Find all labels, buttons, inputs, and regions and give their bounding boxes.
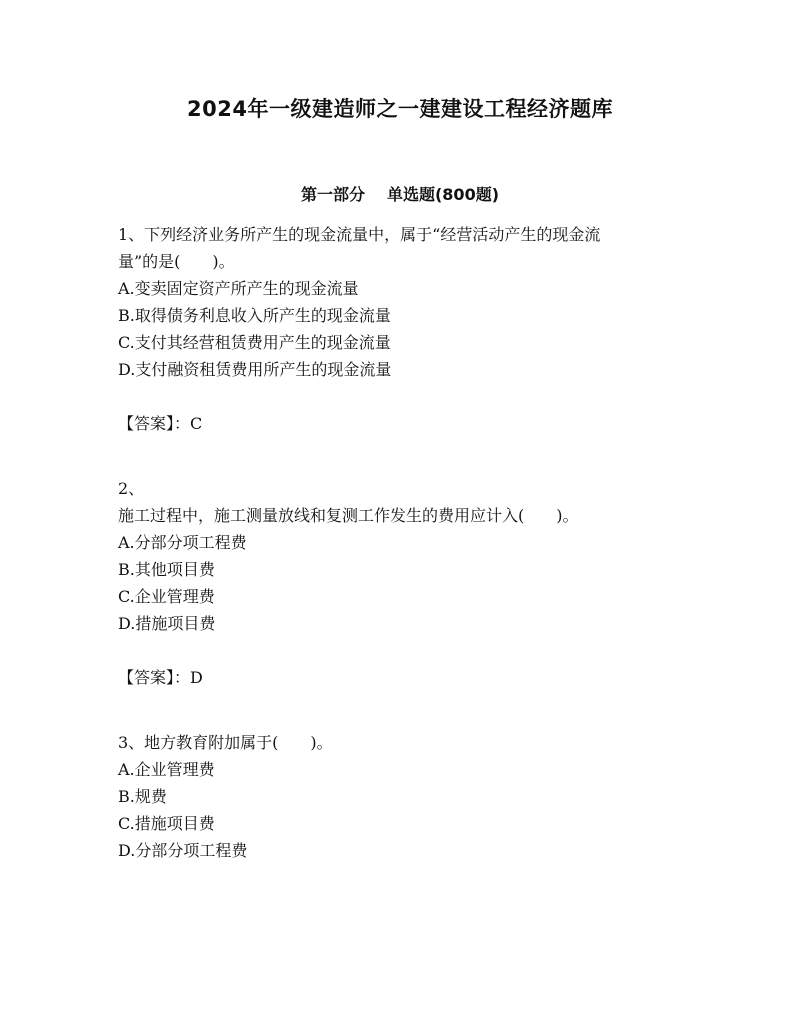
stem-line: 施工过程中，施工测量放线和复测工作发生的费用应计入( )。 — [118, 506, 579, 525]
document-title: 2024年一级建造师之一建建设工程经济题库 — [187, 97, 613, 121]
option-c: C.措施项目费 — [118, 814, 215, 833]
option-a: A.分部分项工程费 — [118, 533, 247, 552]
question-stem — [118, 729, 688, 756]
option-d: D.支付融资租赁费用所产生的现金流量 — [118, 360, 392, 379]
answer-line: 【答案】：D — [118, 668, 203, 687]
question-2 — [118, 475, 688, 691]
stem-line: 2、 — [118, 479, 145, 498]
option-c: C.企业管理费 — [118, 587, 215, 606]
option-b: B.规费 — [118, 787, 167, 806]
section-heading — [0, 183, 800, 207]
stem-line: 量”的是( )。 — [118, 252, 235, 271]
option-a: A.企业管理费 — [118, 760, 215, 779]
option-c: C.支付其经营租赁费用产生的现金流量 — [118, 333, 391, 352]
option-d: D.措施项目费 — [118, 614, 216, 633]
section-part: 第一部分 — [300, 185, 365, 204]
section-name: 单选题(800题) — [386, 185, 500, 204]
question-list — [118, 221, 688, 864]
stem-line: 1、下列经济业务所产生的现金流量中，属于“经营活动产生的现金流 — [118, 225, 601, 244]
question-stem — [118, 475, 688, 529]
stem-line: 3、地方教育附加属于( )。 — [118, 733, 333, 752]
question-stem — [118, 221, 688, 275]
option-d: D.分部分项工程费 — [118, 841, 248, 860]
option-b: B.其他项目费 — [118, 560, 215, 579]
question-3 — [118, 729, 688, 864]
option-a: A.变卖固定资产所产生的现金流量 — [118, 279, 359, 298]
option-b: B.取得债务利息收入所产生的现金流量 — [118, 306, 391, 325]
question-1 — [118, 221, 688, 437]
answer-line: 【答案】：C — [118, 414, 203, 433]
